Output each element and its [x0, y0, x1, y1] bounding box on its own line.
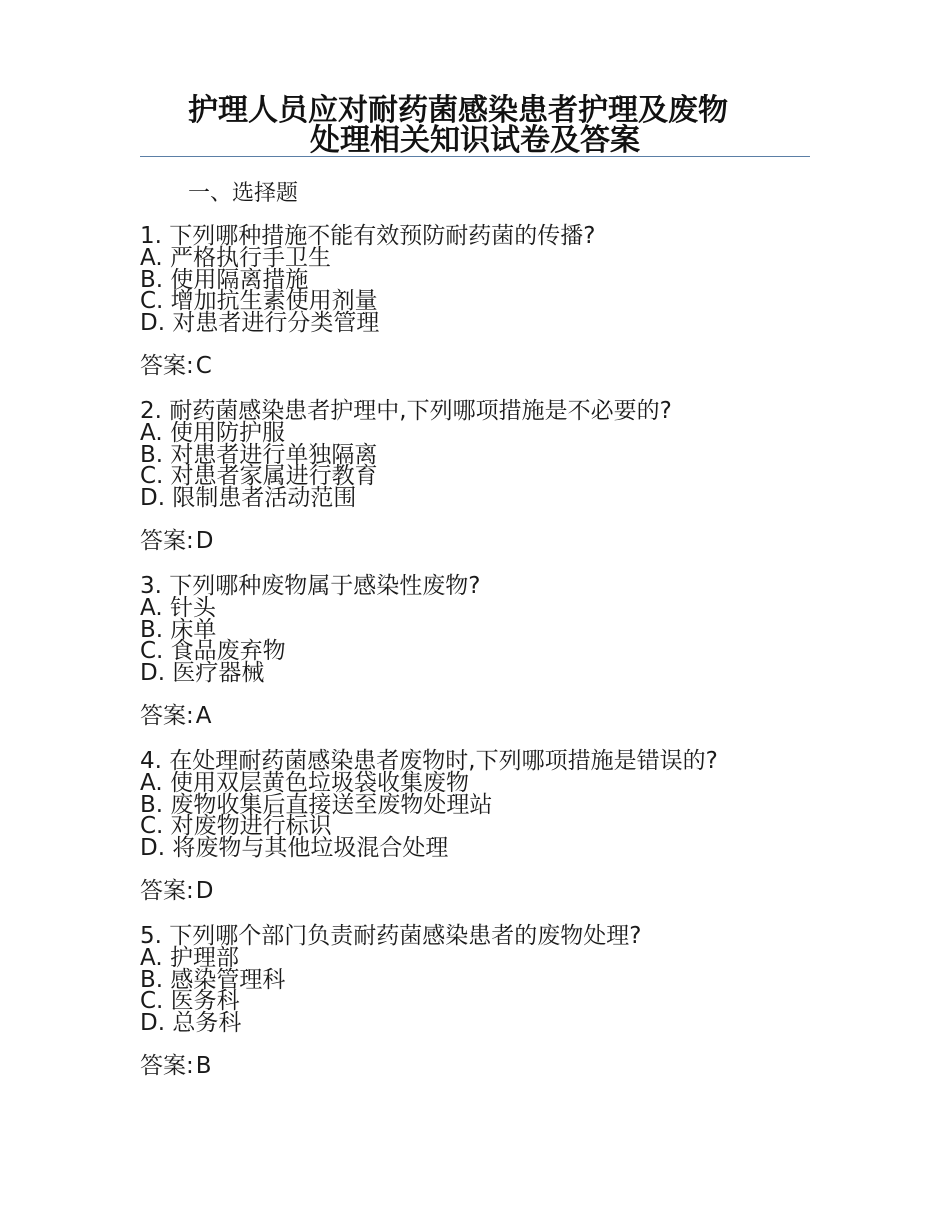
question-2 [140, 399, 860, 555]
answer-line [140, 1052, 860, 1080]
option-a: A. 严格执行手卫生 [140, 245, 331, 271]
option-d: D. 将废物与其他垃圾混合处理 [140, 834, 449, 861]
question-5 [140, 924, 860, 1080]
option-c: C. 对患者家属进行教育 [140, 463, 378, 489]
question-3 [140, 574, 860, 730]
option-b: B. 床单 [140, 616, 217, 643]
question-stem: 5. 下列哪个部门负责耐药菌感染患者的废物处理? [140, 923, 642, 949]
question-4 [140, 749, 860, 905]
option-d: D. 对患者进行分类管理 [140, 309, 380, 336]
answer-line [140, 527, 860, 555]
section-heading: 一、选择题 [188, 181, 299, 206]
question-stem: 2. 耐药菌感染患者护理中,下列哪项措施是不必要的? [140, 398, 672, 424]
answer-line [140, 352, 860, 380]
option-b: B. 对患者进行单独隔离 [140, 441, 378, 468]
answer-line [140, 702, 860, 730]
option-c: C. 对废物进行标识 [140, 813, 332, 839]
option-b: B. 使用隔离措施 [140, 266, 309, 293]
answer-value: C [195, 353, 212, 379]
option-d: D. 医疗器械 [140, 659, 265, 686]
question-list [140, 224, 860, 1099]
document-title [140, 93, 810, 158]
question-stem: 4. 在处理耐药菌感染患者废物时,下列哪项措施是错误的? [140, 748, 718, 774]
answer-label: 答案: [140, 353, 194, 379]
option-d: D. 总务科 [140, 1009, 242, 1036]
question-stem: 3. 下列哪种废物属于感染性废物? [140, 573, 481, 599]
answer-line [140, 877, 860, 905]
question-1 [140, 224, 860, 380]
answer-value: B [195, 1053, 212, 1079]
option-a: A. 护理部 [140, 945, 239, 971]
option-a: A. 使用防护服 [140, 420, 285, 446]
answer-value: D [195, 528, 214, 554]
answer-label: 答案: [140, 703, 194, 729]
option-c: C. 医务科 [140, 988, 240, 1014]
answer-value: A [195, 703, 212, 729]
option-b: B. 感染管理科 [140, 966, 286, 993]
title-line-2: 处理相关知识试卷及答案 [310, 123, 640, 158]
option-c: C. 增加抗生素使用剂量 [140, 288, 378, 314]
question-stem: 1. 下列哪种措施不能有效预防耐药菌的传播? [140, 223, 596, 249]
option-d: D. 限制患者活动范围 [140, 484, 357, 511]
answer-label: 答案: [140, 528, 194, 554]
answer-value: D [195, 878, 214, 904]
option-a: A. 针头 [140, 595, 216, 621]
answer-label: 答案: [140, 1053, 194, 1079]
title-line-1: 护理人员应对耐药菌感染患者护理及废物 [188, 93, 728, 128]
answer-label: 答案: [140, 878, 194, 904]
option-c: C. 食品废弃物 [140, 638, 286, 664]
option-a: A. 使用双层黄色垃圾袋收集废物 [140, 770, 469, 796]
option-b: B. 废物收集后直接送至废物处理站 [140, 791, 493, 818]
